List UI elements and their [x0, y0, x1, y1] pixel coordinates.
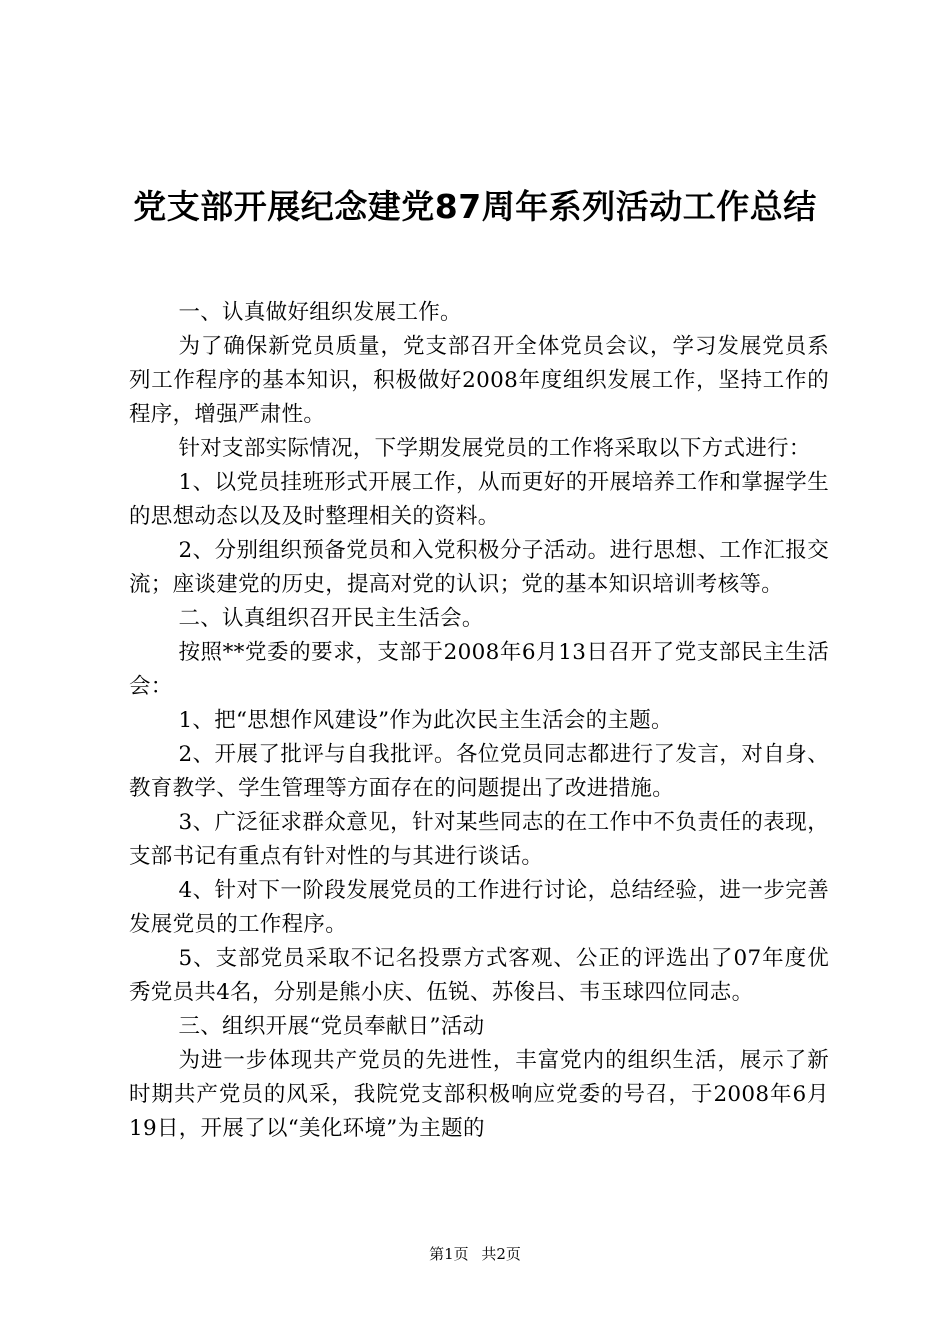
page-number: 第1页 — [429, 1245, 469, 1263]
list-item: 1、把“思想作风建设”作为此次民主生活会的主题。 — [178, 708, 673, 733]
paragraph: 为进一步体现共产党员的先进性，丰富党内的组织生活，展示了新时期共产党员的风采，我院党支部积极响应党委的号召，于2008年6月19日，开展了以“美化环境”为主题的 — [129, 1048, 829, 1141]
document-body — [129, 296, 829, 1146]
section-heading-1: 一、认真做好组织发展工作。 — [178, 300, 462, 325]
list-item: 1、以党员挂班形式开展工作，从而更好的开展培养工作和掌握学生的思想动态以及及时整理相关的资料。 — [129, 470, 829, 529]
document-title: 党支部开展纪念建党87周年系列活动工作总结 — [133, 187, 817, 226]
paragraph: 针对支部实际情况，下学期发展党员的工作将采取以下方式进行： — [178, 436, 811, 461]
list-item: 3、广泛征求群众意见，针对某些同志的在工作中不负责任的表现，支部书记有重点有针对性的与其进行谈话。 — [129, 810, 829, 869]
paragraph: 按照**党委的要求，支部于2008年6月13日召开了党支部民主生活会： — [129, 640, 829, 699]
page-total: 共2页 — [481, 1245, 521, 1263]
list-item: 5、支部党员采取不记名投票方式客观、公正的评选出了07年度优秀党员共4名，分别是熊小庆、伍锐、苏俊吕、韦玉球四位同志。 — [129, 946, 829, 1005]
paragraph: 为了确保新党员质量，党支部召开全体党员会议，学习发展党员系列工作程序的基本知识，积极做好2008年度组织发展工作，坚持工作的程序，增强严肃性。 — [129, 334, 829, 427]
section-heading-3: 三、组织开展“党员奉献日”活动 — [178, 1014, 485, 1039]
list-item: 2、分别组织预备党员和入党积极分子活动。进行思想、工作汇报交流；座谈建党的历史，提高对党的认识；党的基本知识培训考核等。 — [129, 538, 829, 597]
page-footer — [0, 1244, 950, 1264]
list-item: 2、开展了批评与自我批评。各位党员同志都进行了发言，对自身、教育教学、学生管理等方面存在的问题提出了改进措施。 — [129, 742, 829, 801]
section-heading-2: 二、认真组织召开民主生活会。 — [178, 606, 484, 631]
list-item: 4、针对下一阶段发展党员的工作进行讨论，总结经验，进一步完善发展党员的工作程序。 — [129, 878, 829, 937]
